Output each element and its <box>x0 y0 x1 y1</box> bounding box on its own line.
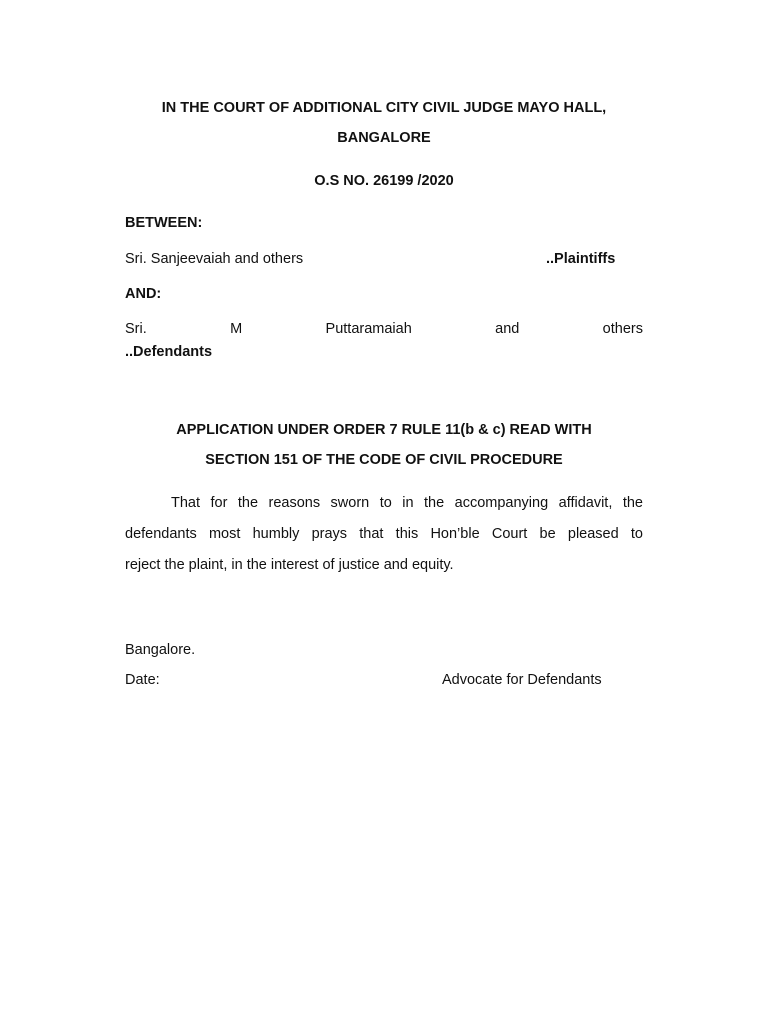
body-paragraph-line1-row <box>125 494 643 512</box>
body-paragraph-line1: That for the reasons sworn to in the accompanying affidavit, the <box>171 495 643 511</box>
case-number: O.S NO. 26199 /2020 <box>314 173 454 189</box>
defendant-word: M <box>230 321 243 337</box>
body-paragraph-line3: reject the plaint, in the interest of justice and equity. <box>125 557 454 573</box>
footer-place: Bangalore. <box>125 642 196 658</box>
between-label: BETWEEN: <box>125 215 203 231</box>
application-title-line2: SECTION 151 OF THE CODE OF CIVIL PROCEDURE <box>205 452 563 468</box>
defendant-word: others <box>602 321 643 337</box>
footer-date-label: Date: <box>125 672 160 688</box>
defendant-name <box>125 320 643 338</box>
footer-signatory: Advocate for Defendants <box>442 672 602 688</box>
defendant-word: Sri. <box>125 321 147 337</box>
defendant-role: ..Defendants <box>125 344 213 360</box>
court-heading-line2: BANGALORE <box>337 130 431 146</box>
court-heading-line1: IN THE COURT OF ADDITIONAL CITY CIVIL JUDGE MAYO HALL, <box>161 100 607 116</box>
defendant-word: Puttaramaiah <box>325 321 412 337</box>
plaintiff-role: ..Plaintiffs <box>546 251 616 267</box>
body-paragraph-line2: defendants most humbly prays that this Hon’ble Court be pleased to <box>125 526 643 542</box>
plaintiff-name: Sri. Sanjeevaiah and others <box>125 251 304 267</box>
and-label: AND: <box>125 286 162 302</box>
defendant-word: and <box>495 321 520 337</box>
application-title-line1: APPLICATION UNDER ORDER 7 RULE 11(b & c) READ WITH <box>176 422 592 438</box>
